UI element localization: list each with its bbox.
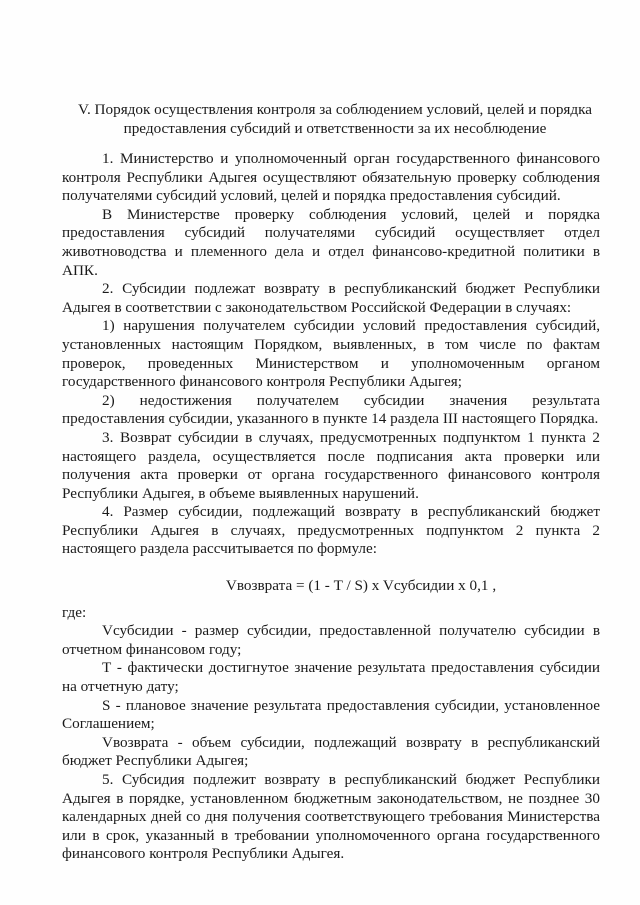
definition-3: S - плановое значение результата предоставления субсидии, установленное Соглашением; (62, 696, 600, 733)
definition-1: Vсубсидии - размер субсидии, предоставленной получателю субсидии в отчетном финансовом году; (62, 622, 600, 658)
paragraph-8: 5. Субсидия подлежит возврату в республиканский бюджет Республики Адыгея в порядке, установленном бюджетным законодательством, не позднее 30 календарных дней со дня получения соответствующего требования Министерства или в срок, указанный в требовании уполномоченного органа государственного финансового контроля Республики Адыгея. (62, 771, 600, 863)
section-heading-line-1: V. Порядок осуществления контроля за соблюдением условий, целей и порядка (77, 101, 593, 118)
where-label: где: (62, 603, 87, 621)
paragraph-3: 2. Субсидии подлежат возврату в республиканский бюджет Республики Адыгея в соответствии с законодательством Российской Федерации в случаях: (62, 280, 600, 316)
section-heading-line-2: предоставления субсидий и ответственности за их несоблюдение (123, 119, 547, 137)
paragraph-1: 1. Министерство и уполномоченный орган государственного финансового контроля Республики Адыгея осуществляют обязательную проверку соблюдения получателями субсидий условий, целей и порядка предоставления субсидий. (62, 150, 600, 205)
section-body (62, 150, 600, 864)
paragraph-7: 4. Размер субсидии, подлежащий возврату в республиканский бюджет Республики Адыгея в случаях, предусмотренных подпунктом 2 пункта 2 настоящего раздела рассчитывается по формуле: (62, 503, 600, 558)
paragraph-5: 2) недостижения получателем субсидии значения результата предоставления субсидии, указанного в пункте 14 раздела III настоящего Порядка. (62, 391, 600, 428)
paragraph-2: В Министерстве проверку соблюдения условий, целей и порядка предоставления субсидий получателями субсидий осуществляет отдел животноводства и племенного дела и отдел финансово-кредитной политики в АПК. (62, 205, 600, 279)
formula: Vвозврата = (1 - T / S) x Vсубсидии x 0,1 , (225, 577, 497, 595)
paragraph-4: 1) нарушения получателем субсидии условий предоставления субсидий, установленных настоящим Порядком, выявленных, в том числе по фактам проверок, проведенных Министерством и уполномоченным органом государственного финансового контроля Республики Адыгея; (62, 317, 600, 391)
definition-4: Vвозврата - объем субсидии, подлежащий возврату в республиканский бюджет Республики Адыгея; (62, 733, 600, 770)
section-heading (70, 101, 600, 138)
paragraph-6: 3. Возврат субсидии в случаях, предусмотренных подпунктом 1 пункта 2 настоящего раздела, осуществляется после подписания акта проверки или получения акта проверки от органа государственного финансового контроля Республики Адыгея, в объеме выявленных нарушений. (62, 428, 600, 502)
definition-2: Т - фактически достигнутое значение результата предоставления субсидии на отчетную дату; (62, 659, 600, 696)
